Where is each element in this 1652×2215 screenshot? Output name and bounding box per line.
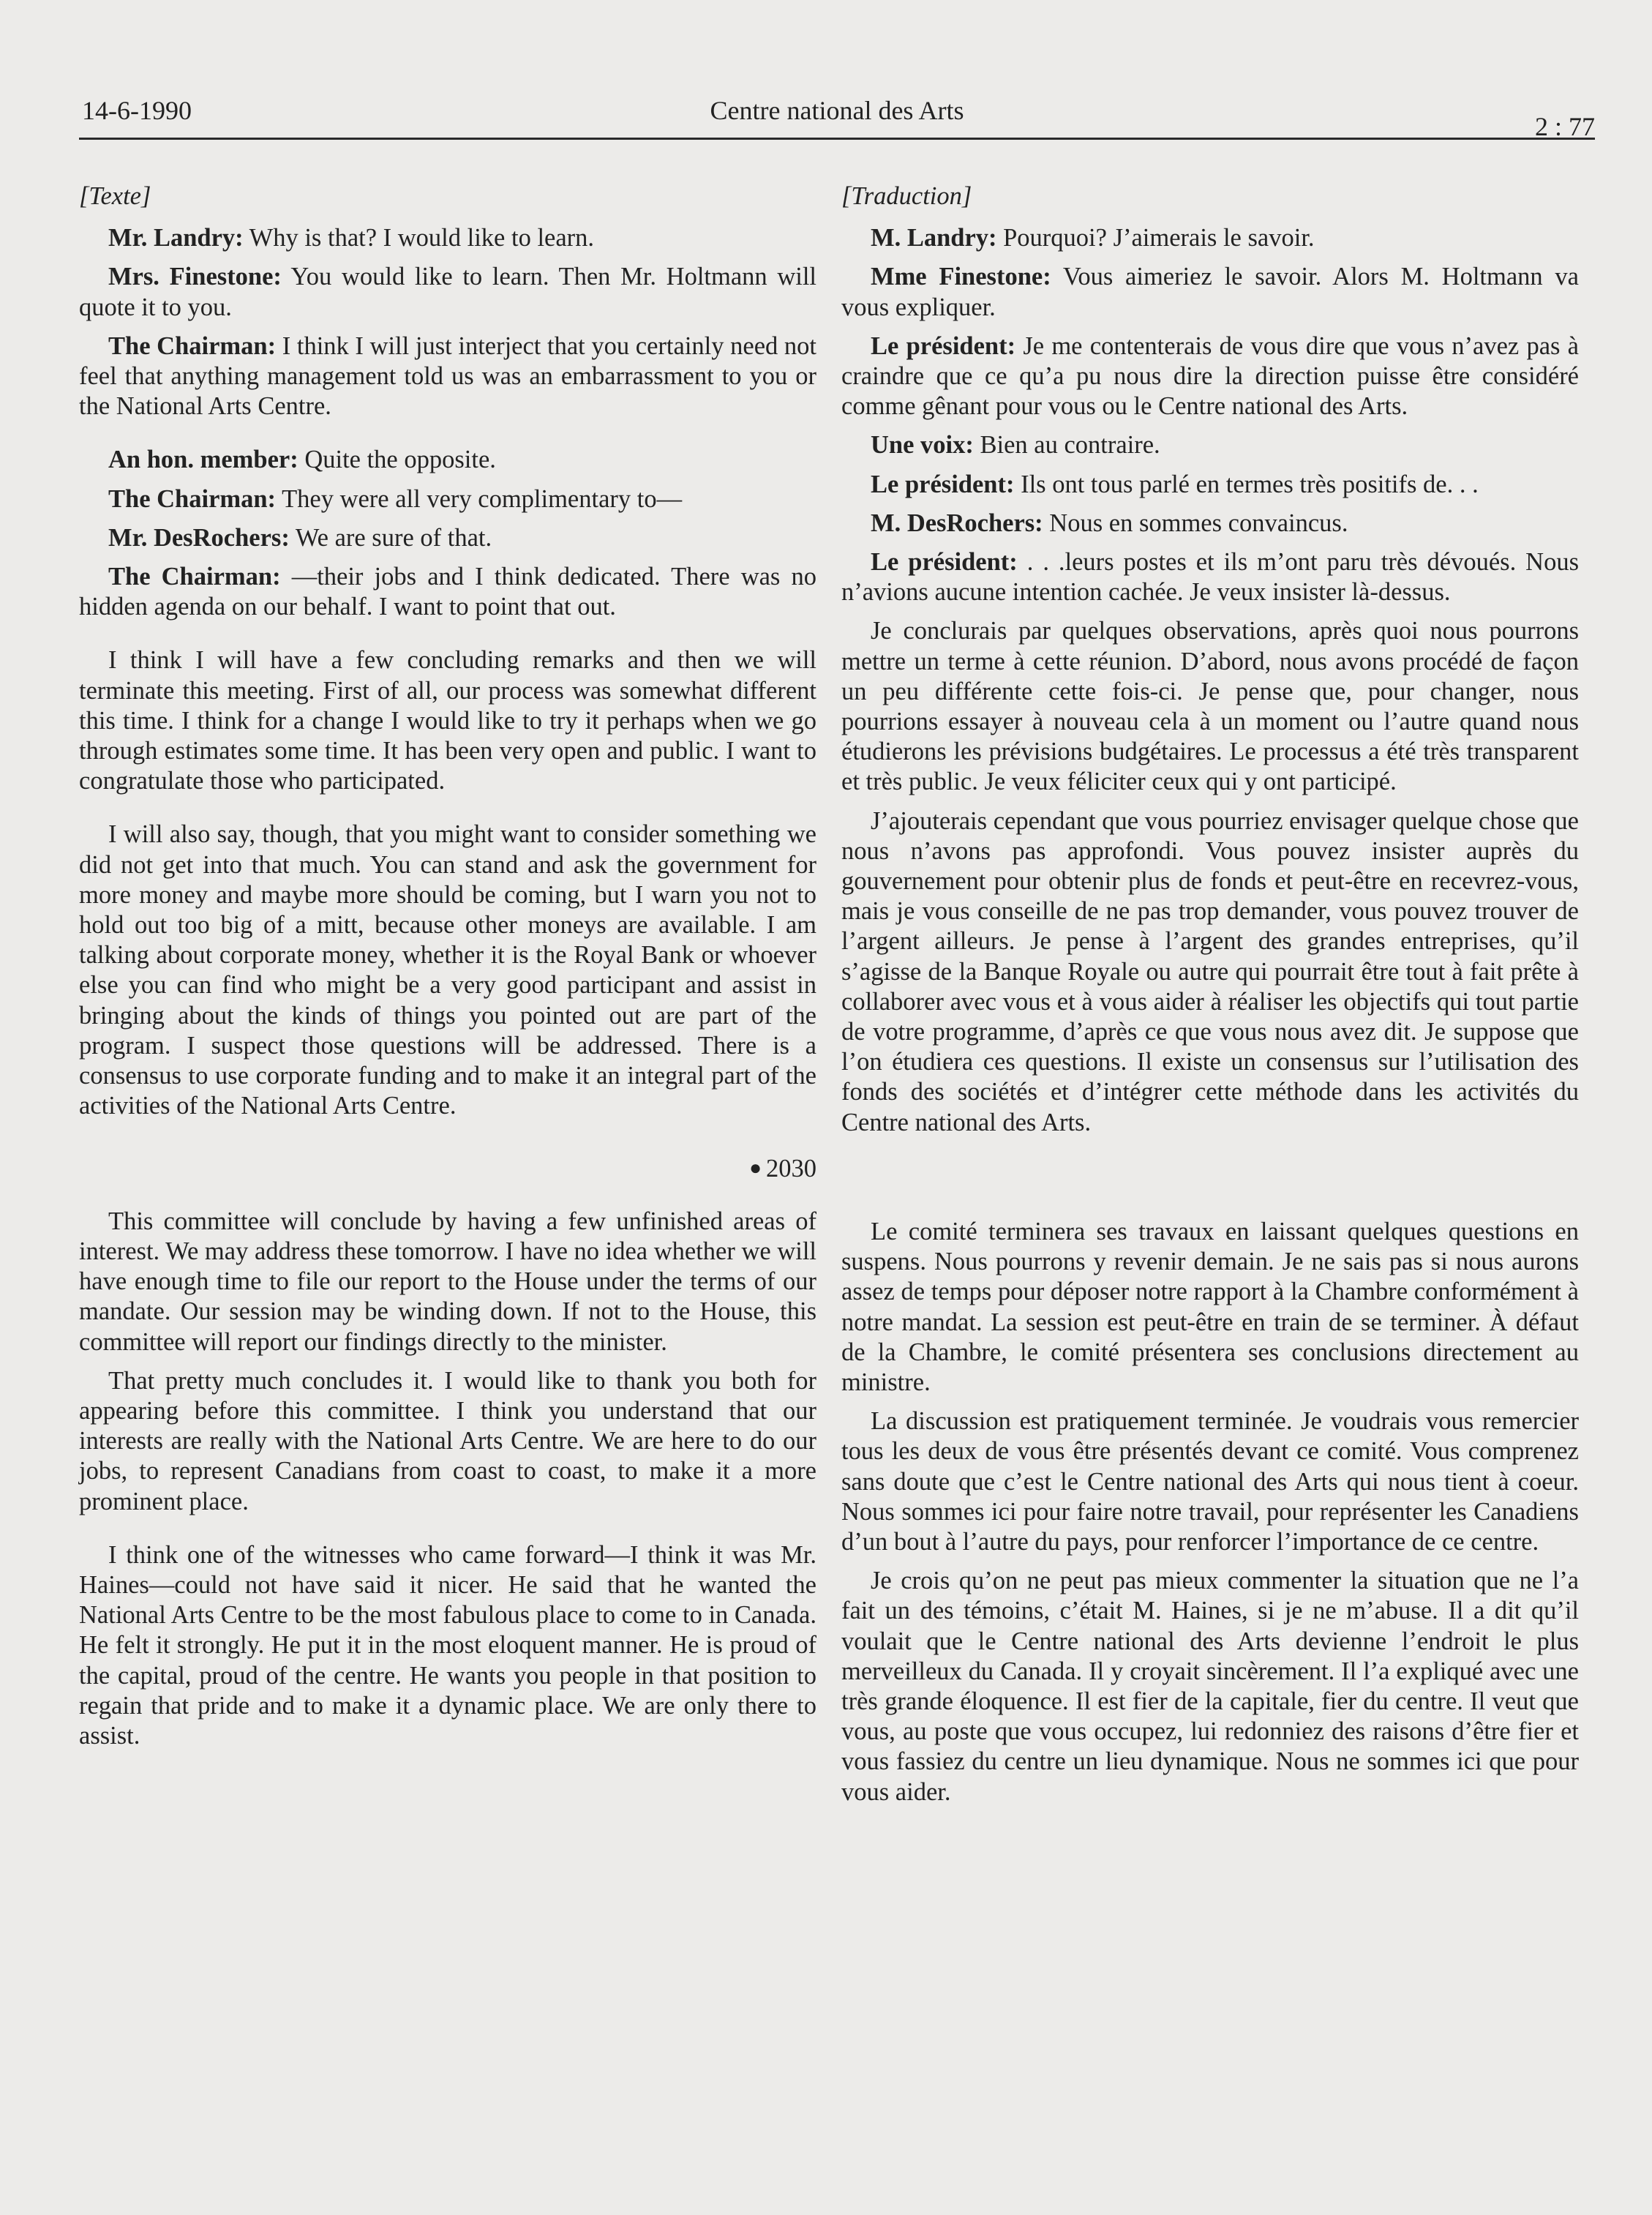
english-column — [79, 181, 816, 1760]
speech-text: Nous en sommes convaincus. — [1043, 509, 1348, 537]
speech-text: Quite the opposite. — [298, 446, 496, 474]
paragraph — [79, 262, 816, 322]
bullet-icon: ● — [749, 1157, 762, 1180]
paragraph: This committee will conclude by having a few unfinished areas of interest. We may address these tomorrow. I have no idea whether we will have enough time to file our report to the House under the terms of our mandate. Our session may be winding down. If not to the House, this committee will report our findings directly to the minister. — [79, 1207, 816, 1356]
speaker-name: Le président: — [871, 470, 1015, 498]
speaker-name: Le président: — [871, 548, 1018, 577]
paragraph — [79, 484, 816, 514]
speaker-name: Mr. Landry: — [108, 224, 244, 252]
paragraph — [79, 223, 816, 253]
header-date: 14-6-1990 — [82, 96, 192, 125]
speaker-name: The Chairman: — [108, 484, 277, 513]
paragraph — [841, 430, 1579, 460]
paragraph: I will also say, though, that you might want to consider something we did not get into that much. You can stand and ask the government for more money and maybe more should be coming, but I warn you not to hold out too big of a mitt, because other moneys are available. I am talking about corporate money, whether it is the Royal Bank or whoever else you can find who might be a very good participant and assist in bringing about the kinds of things you pointed out are part of the program. I suspect those questions will be addressed. There is a consensus to use corporate funding and to make it an integral part of the activities of the National Arts Centre. — [79, 820, 816, 1120]
paragraph — [841, 331, 1579, 422]
speech-text: —their jobs and I think dedicated. There was no hidden agenda on our behalf. I want to point that out. — [79, 563, 816, 621]
speech-text: They were all very complimentary to— — [276, 484, 683, 513]
speech-text: I think I will just interject that you certainly need not feel that anything management told us was an embarrassment to you or the National Arts Centre. — [79, 331, 816, 421]
page-number: 2 : 77 — [1534, 112, 1595, 141]
paragraph: J’ajouterais cependant que vous pourriez envisager quelque chose que nous n’avons pas approfondi. Vous pouvez insister auprès du gouvernement pour obtenir plus de fonds et peut-être en recevrez-vous, mais je vous conseille de ne pas trop demander, vous pouvez trouver de l’argent ailleurs. Je pense à l’argent des grandes entreprises, qu’il s’agisse de la Banque Royale ou autre qui pourrait être tout à fait prête à collaborer avec vous et à vous aider à réaliser les objectifs qui tout partie de votre programme, d’après ce que vous nous avez dit. Je suppose que l’on étudiera ces questions. Il existe un consensus sur l’utilisation des fonds des sociétés et d’intégrer cette méthode dans les activités du Centre national des Arts. — [841, 806, 1579, 1136]
paragraph — [79, 562, 816, 622]
paragraph: La discussion est pratiquement terminée. Je voudrais vous remercier tous les deux de vous être présentés devant ce comité. Vous comprenez sans doute que c’est le Centre national des Arts qui nous tient à coeur. Nous sommes ici pour faire notre travail, pour représenter les Canadiens d’un bout à l’autre du pays, pour renforcer l’importance de ce centre. — [841, 1407, 1579, 1556]
speaker-name: Le président: — [871, 331, 1016, 360]
speech-text: We are sure of that. — [289, 523, 492, 552]
speaker-name: Une voix: — [871, 431, 974, 460]
speech-text: Vous aimeriez le savoir. Alors M. Holtmann va vous expliquer. — [841, 263, 1579, 321]
speaker-name: Mme Finestone: — [871, 263, 1051, 291]
page-header — [79, 95, 1595, 140]
paragraph: Le comité terminera ses travaux en laissant quelques questions en suspens. Nous pourrons y revenir demain. Je ne sais pas si nous aurons assez de temps pour déposer notre rapport à la Chambre conformément à notre mandat. La session est peut-être en train de se terminer. À défaut de la Chambre, le comité présentera ses conclusions directement au ministre. — [841, 1217, 1579, 1396]
paragraph — [841, 470, 1579, 500]
speaker-name: M. DesRochers: — [871, 509, 1043, 537]
speech-text: Pourquoi? J’aimerais le savoir. — [996, 224, 1315, 252]
paragraph: That pretty much concludes it. I would like to thank you both for appearing before this committee. I think you understand that our interests are really with the National Arts Centre. We are here to do our jobs, to represent Canadians from coast to coast, to make it a more prominent place. — [79, 1366, 816, 1515]
speech-text: Bien au contraire. — [973, 431, 1160, 460]
speaker-name: The Chairman: — [108, 563, 281, 591]
speaker-name: Mr. DesRochers: — [108, 523, 290, 552]
paragraph — [79, 445, 816, 475]
paragraph — [841, 262, 1579, 322]
time-marker — [79, 1153, 816, 1184]
paragraph: Je crois qu’on ne peut pas mieux commenter la situation que ne l’a fait un des témoins, c’était M. Haines, si je ne m’abuse. Il a dit qu’il voulait que le Centre national des Arts devienne l’endroit le plus merveilleux du Canada. Il y croyait sincèrement. Il l’a expliqué avec une très grande éloquence. Il est fier de la capitale, fier du centre. Il veut que vous, au poste que vous occupez, lui redonniez des raisons d’être fier et vous fassiez du centre un lieu dynamique. Nous ne sommes ici que pour vous aider. — [841, 1567, 1579, 1806]
speech-text: Why is that? I would like to learn. — [243, 224, 595, 252]
paragraph: Je conclurais par quelques observations, après quoi nous pourrons mettre un terme à cette réunion. D’abord, nous avons procédé de façon un peu différente cette fois-ci. Je pense que, pour changer, nous pourrions essayer à nouveau cela à un moment ou l’autre quand nous étudierons les prévisions budgétaires. Le processus a été très transparent et très public. Je veux féliciter ceux qui y ont participé. — [841, 617, 1579, 796]
speech-text: You would like to learn. Then Mr. Holtmann will quote it to you. — [79, 263, 816, 321]
speaker-name: Mrs. Finestone: — [108, 263, 282, 291]
speaker-name: An hon. member: — [108, 446, 299, 474]
paragraph: I think one of the witnesses who came forward—I think it was Mr. Haines—could not have said it nicer. He said that he wanted the National Arts Centre to be the most fabulous place to come to in Canada. He felt it strongly. He put it in the most eloquent manner. He is proud of the capital, proud of the centre. He wants you people in that position to regain that pride and to make it a dynamic place. We are only there to assist. — [79, 1540, 816, 1750]
speaker-name: M. Landry: — [871, 224, 997, 252]
section-label: [Texte] — [79, 182, 151, 210]
paragraph — [79, 331, 816, 422]
paragraph — [79, 523, 816, 553]
paragraph — [841, 547, 1579, 607]
speaker-name: The Chairman: — [108, 331, 277, 360]
french-column — [841, 181, 1579, 1816]
speech-text: Je me contenterais de vous dire que vous n’avez pas à craindre que ce qu’a pu nous dire la direction puisse être considéré comme gênant pour vous ou le Centre national des Arts. — [841, 331, 1579, 421]
speech-text: Ils ont tous parlé en termes très positifs de. . . — [1014, 470, 1479, 498]
speech-text: . . .leurs postes et ils m’ont paru très dévoués. Nous n’avions aucune intention cachée. Je veux insister là-dessus. — [841, 548, 1579, 607]
paragraph — [841, 223, 1579, 253]
paragraph: I think I will have a few concluding remarks and then we will terminate this meeting. First of all, our process was somewhat different this time. I think for a change I would like to try it perhaps when we go through estimates some time. It has been very open and public. I want to congratulate those who participated. — [79, 646, 816, 795]
paragraph — [841, 509, 1579, 539]
header-title: Centre national des Arts — [710, 96, 964, 125]
section-label: [Traduction] — [841, 182, 972, 210]
time-marker-text: 2030 — [766, 1155, 816, 1183]
